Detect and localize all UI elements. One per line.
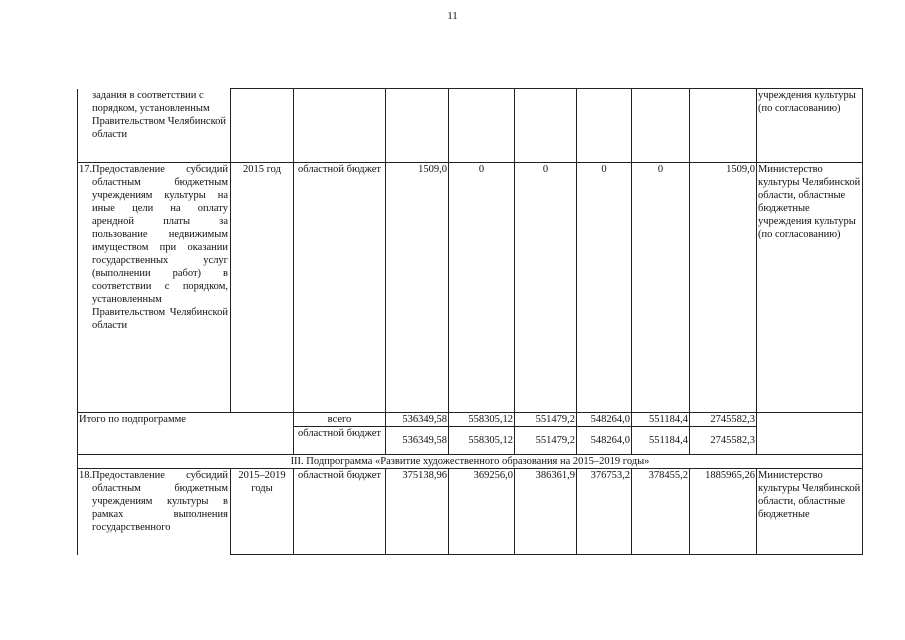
source-cell: всего xyxy=(294,413,386,427)
page-number: 11 xyxy=(447,10,458,22)
period-cell: 2015 год xyxy=(231,163,294,413)
measure-name: задания в соответствии с порядком, установленным Правительством Челябинской области xyxy=(92,89,227,140)
value-cell: 375138,96 xyxy=(386,469,449,555)
executor-cell: учреждения культуры (по согласованию) xyxy=(757,89,863,163)
value-cell: 1509,0 xyxy=(690,163,757,413)
value-cell xyxy=(577,89,632,163)
value-cell: 551479,2 xyxy=(515,413,577,427)
executor-cell: Министерство культуры Челябинской области, областные бюджетные учреждения культуры (по согласованию) xyxy=(757,163,863,413)
section-title: III. Подпрограмма «Развитие художественного образования на 2015–2019 годы» xyxy=(78,455,863,469)
measure-name: Предоставление субсидий областным бюджетным учреждениям культуры в рамках выполнения государственного xyxy=(92,470,228,533)
value-cell: 2745582,3 xyxy=(690,427,757,455)
value-cell: 369256,0 xyxy=(449,469,515,555)
value-cell: 0 xyxy=(632,163,690,413)
value-cell xyxy=(449,89,515,163)
measure-name-cell xyxy=(78,469,231,555)
value-cell: 551479,2 xyxy=(515,427,577,455)
value-cell: 2745582,3 xyxy=(690,413,757,427)
table-row xyxy=(78,455,863,469)
value-cell xyxy=(515,89,577,163)
value-cell: 376753,2 xyxy=(577,469,632,555)
value-cell: 536349,58 xyxy=(386,413,449,427)
executor-cell: Министерство культуры Челябинской области, областные бюджетные xyxy=(757,469,863,555)
value-cell xyxy=(690,89,757,163)
value-cell: 551184,4 xyxy=(632,427,690,455)
period-cell xyxy=(231,89,294,163)
value-cell: 551184,4 xyxy=(632,413,690,427)
source-cell: областной бюджет xyxy=(294,163,386,413)
value-cell xyxy=(632,89,690,163)
source-cell xyxy=(294,89,386,163)
row-number: 17. xyxy=(79,164,93,175)
value-cell: 558305,12 xyxy=(449,413,515,427)
value-cell: 378455,2 xyxy=(632,469,690,555)
value-cell: 548264,0 xyxy=(577,427,632,455)
measure-name-cell xyxy=(78,89,231,163)
source-cell: областной бюджет xyxy=(294,427,386,455)
value-cell: 386361,9 xyxy=(515,469,577,555)
value-cell: 536349,58 xyxy=(386,427,449,455)
period-cell: 2015–2019 годы xyxy=(231,469,294,555)
value-cell: 548264,0 xyxy=(577,413,632,427)
table-row xyxy=(78,89,863,163)
measure-name-cell xyxy=(78,163,231,413)
measure-name: Предоставление субсидий областным бюджетным учреждениям культуры на иные цели на оплату арендной платы за пользование недвижимым имуществом при оказании государственных услуг (выполнении работ) в соответствии с порядком, установленным Правительством Челябинской области xyxy=(92,164,228,331)
source-cell: областной бюджет xyxy=(294,469,386,555)
table-row xyxy=(78,469,863,555)
row-number: 18. xyxy=(79,470,93,481)
value-cell: 1885965,26 xyxy=(690,469,757,555)
program-table xyxy=(77,88,863,555)
value-cell: 1509,0 xyxy=(386,163,449,413)
value-cell: 0 xyxy=(577,163,632,413)
table-row xyxy=(78,163,863,413)
total-label-cell: Итого по подпрограмме xyxy=(78,413,294,455)
value-cell: 0 xyxy=(449,163,515,413)
value-cell: 558305,12 xyxy=(449,427,515,455)
table-row xyxy=(78,413,863,427)
executor-cell xyxy=(757,413,863,455)
value-cell: 0 xyxy=(515,163,577,413)
value-cell xyxy=(386,89,449,163)
